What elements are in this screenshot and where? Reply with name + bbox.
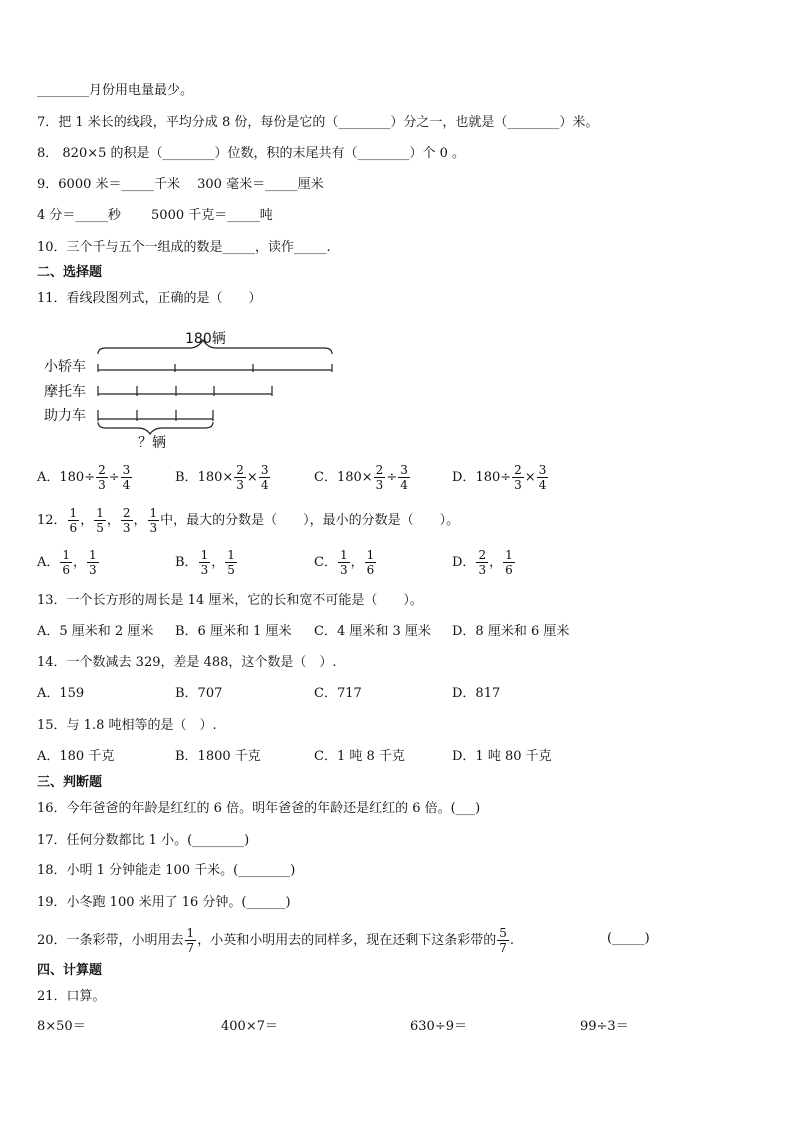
q15-option-a[interactable]: A．180 千克 xyxy=(37,749,115,764)
question-11: 11．看线段图列式，正确的是（ ） xyxy=(37,291,262,306)
question-17: 17．任何分数都比 1 小。(________) xyxy=(37,833,250,848)
q14-option-b[interactable]: B．707 xyxy=(175,686,223,701)
calc-item-4: 99÷3＝ xyxy=(580,1019,629,1034)
question-18: 18．小明 1 分钟能走 100 千米。(________) xyxy=(37,863,296,878)
q14-option-d[interactable]: D．817 xyxy=(452,686,501,701)
question-8: 8． 820×5 的积是（________）位数，积的末尾共有（________）个 0 。 xyxy=(37,146,466,161)
diagram-row-motorcycle: 摩托车 xyxy=(44,384,86,400)
fill-line-month: ________月份用电量最少。 xyxy=(37,83,194,98)
q13-option-d[interactable]: D．8 厘米和 6 厘米 xyxy=(452,624,570,639)
section-title-calc: 四、计算题 xyxy=(37,963,103,978)
q12-option-c[interactable]: C． $\frac{1}{3}$ ， $\frac{1}{6}$ xyxy=(314,548,375,577)
question-14: 14．一个数减去 329，差是 488，这个数是（ ）. xyxy=(37,655,337,670)
q13-option-c[interactable]: C．4 厘米和 3 厘米 xyxy=(314,624,431,639)
q11-option-a[interactable]: A．180÷ $\frac{2}{3}$ ÷ $\frac{3}{4}$ xyxy=(37,463,131,492)
q11-option-d[interactable]: D．180÷ $\frac{2}{3}$ × $\frac{3}{4}$ xyxy=(452,463,547,492)
calc-item-3: 630÷9＝ xyxy=(410,1019,467,1034)
question-7: 7．把 1 米长的线段，平均分成 8 份，每份是它的（________）分之一，也就是（________）米。 xyxy=(37,115,599,130)
q11-option-c[interactable]: C．180× $\frac{2}{3}$ ÷ $\frac{3}{4}$ xyxy=(314,463,408,492)
question-21: 21．口算。 xyxy=(37,989,106,1004)
q15-option-c[interactable]: C．1 吨 8 千克 xyxy=(314,749,405,764)
question-9-line2: 4 分＝_____秒 5000 千克＝_____吨 xyxy=(37,208,273,223)
question-19: 19．小冬跑 100 米用了 16 分钟。(______) xyxy=(37,895,291,910)
calc-item-1: 8×50＝ xyxy=(37,1019,86,1034)
question-20-answer-blank[interactable]: (_____) xyxy=(607,931,650,946)
question-12: 12． $\frac{1}{6}$ ， $\frac{1}{5}$ ， $\frac{2}{3}$ ， $\frac{1}{3}$ 中，最大的分数是（ ），最小的分数是（ ）。 xyxy=(37,506,460,535)
q13-option-a[interactable]: A．5 厘米和 2 厘米 xyxy=(37,624,154,639)
q13-option-b[interactable]: B．6 厘米和 1 厘米 xyxy=(175,624,292,639)
section-title-judge: 三、判断题 xyxy=(37,775,103,790)
question-10: 10．三个千与五个一组成的数是_____，读作_____. xyxy=(37,240,331,255)
question-9-line1: 9．6000 米＝_____千米 300 毫米＝_____厘米 xyxy=(37,177,324,192)
q14-option-a[interactable]: A．159 xyxy=(37,686,85,701)
q12-option-b[interactable]: B． $\frac{1}{3}$ ， $\frac{1}{5}$ xyxy=(175,548,235,577)
question-15: 15．与 1.8 吨相等的是（ ）. xyxy=(37,718,217,733)
calc-item-2: 400×7＝ xyxy=(221,1019,278,1034)
diagram-bottom-label: ？辆 xyxy=(138,435,166,451)
question-20: 20．一条彩带，小明用去 $\frac{1}{7}$ ，小英和小明用去的同样多，现在还剩下这条彩带的 $\frac{5}{7}$ . xyxy=(37,926,514,955)
question-16: 16．今年爸爸的年龄是红红的 6 倍。明年爸爸的年龄还是红红的 6 倍。(___) xyxy=(37,801,481,816)
section-title-choice: 二、选择题 xyxy=(37,265,103,280)
q15-option-d[interactable]: D．1 吨 80 千克 xyxy=(452,749,552,764)
question-13: 13．一个长方形的周长是 14 厘米，它的长和宽不可能是（ ）。 xyxy=(37,593,423,608)
q12-option-a[interactable]: A． $\frac{1}{6}$ ， $\frac{1}{3}$ xyxy=(37,548,97,577)
diagram-row-moped: 助力车 xyxy=(44,408,86,424)
diagram-top-label: 180辆 xyxy=(185,331,226,347)
q12-option-d[interactable]: D． $\frac{2}{3}$ ， $\frac{1}{6}$ xyxy=(452,548,513,577)
segment-diagram xyxy=(40,328,340,456)
q14-option-c[interactable]: C．717 xyxy=(314,686,362,701)
q15-option-b[interactable]: B．1800 千克 xyxy=(175,749,261,764)
q11-option-b[interactable]: B．180× $\frac{2}{3}$ × $\frac{3}{4}$ xyxy=(175,463,269,492)
diagram-row-car: 小轿车 xyxy=(44,359,86,375)
